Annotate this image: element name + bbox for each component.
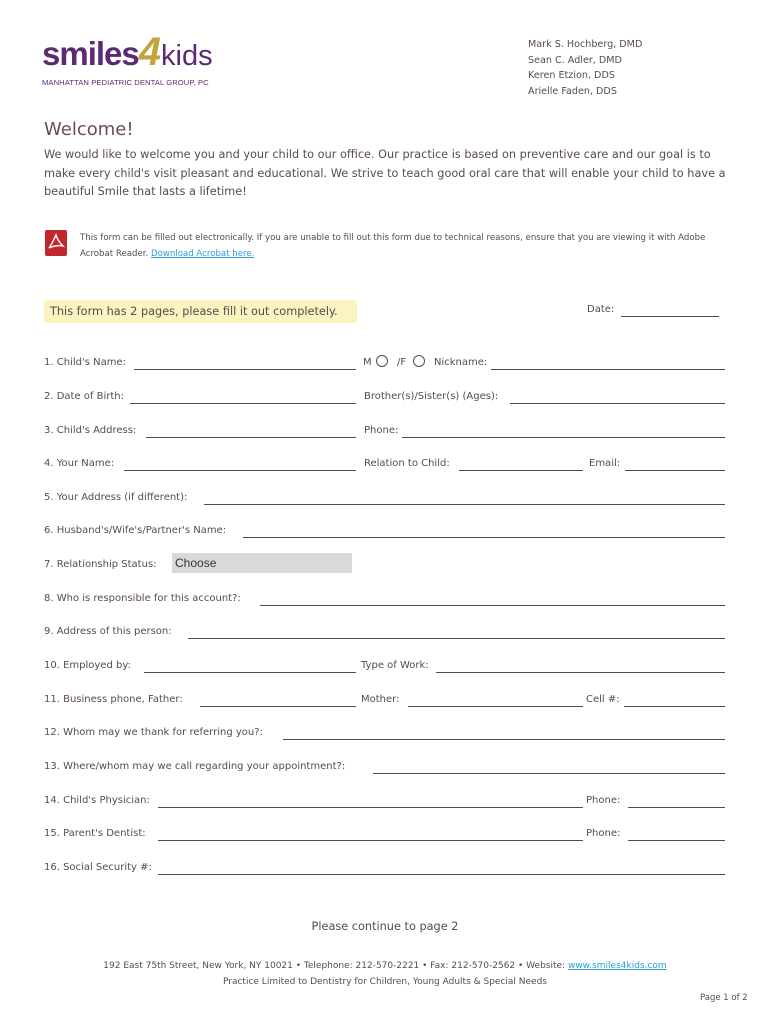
physician-phone-label: Phone: (586, 795, 621, 806)
acrobat-notice (80, 230, 730, 262)
doctor-name: Sean C. Adler, DMD (528, 54, 622, 66)
practice-logo (42, 30, 242, 90)
mother-phone-input[interactable] (408, 696, 583, 707)
cell-label: Cell #: (586, 694, 620, 705)
nickname-label: Nickname: (434, 357, 488, 368)
referral-input[interactable] (283, 729, 725, 740)
logo-kids: kids (161, 40, 213, 72)
continue-note: Please continue to page 2 (311, 920, 459, 933)
male-radio[interactable] (376, 355, 388, 367)
work-type-label: Type of Work: (361, 660, 429, 671)
siblings-input[interactable] (510, 393, 725, 404)
ssn-label: 16. Social Security #: (44, 862, 152, 873)
download-acrobat-link[interactable]: Download Acrobat here. (150, 249, 255, 259)
call-input[interactable] (373, 763, 725, 774)
child-name-label: 1. Child's Name: (44, 357, 126, 368)
male-label: M (363, 357, 372, 368)
doctor-name: Arielle Faden, DDS (528, 85, 617, 97)
adobe-pdf-icon (45, 230, 67, 256)
mother-label: Mother: (361, 694, 400, 705)
address-label: 3. Child's Address: (44, 425, 137, 436)
dob-input[interactable] (130, 393, 356, 404)
doctors-list (528, 37, 642, 99)
your-name-label: 4. Your Name: (44, 458, 115, 469)
logo-word: smiles (42, 35, 139, 72)
siblings-label: Brother(s)/Sister(s) (Ages): (364, 391, 499, 402)
email-label: Email: (589, 458, 621, 469)
responsible-input[interactable] (260, 595, 725, 606)
person-address-input[interactable] (188, 628, 725, 639)
physician-phone-input[interactable] (628, 797, 725, 808)
date-input[interactable] (621, 306, 719, 317)
referral-label: 12. Whom may we thank for referring you?: (44, 727, 263, 738)
business-phone-label: 11. Business phone, Father: (44, 694, 183, 705)
employed-input[interactable] (144, 662, 356, 673)
address-input[interactable] (146, 427, 356, 438)
partner-input[interactable] (243, 527, 725, 538)
logo-subtitle: MANHATTAN PEDIATRIC DENTAL GROUP, PC (42, 78, 209, 87)
nickname-input[interactable] (491, 359, 725, 370)
person-address-label: 9. Address of this person: (44, 626, 172, 637)
physician-input[interactable] (158, 797, 583, 808)
dob-label: 2. Date of Birth: (44, 391, 124, 402)
footer-practice-note: Practice Limited to Dentistry for Children, Young Adults & Special Needs (223, 977, 547, 987)
instruction-banner: This form has 2 pages, please fill it out completely. (44, 300, 357, 323)
call-label: 13. Where/whom may we call regarding your appointment?: (44, 761, 346, 772)
email-input[interactable] (625, 460, 725, 471)
notice-text: This form can be filled out electronically. If you are unable to fill out this form due to technical reasons, ensure that you are viewing it with Adobe Acrobat Reader. (80, 233, 706, 259)
doctor-name: Mark S. Hochberg, DMD (528, 39, 643, 50)
cell-input[interactable] (624, 696, 725, 707)
date-label: Date: (587, 304, 615, 315)
date-field[interactable] (587, 304, 614, 315)
father-phone-input[interactable] (200, 696, 356, 707)
page-number: Page 1 of 2 (700, 993, 748, 1003)
responsible-label: 8. Who is responsible for this account?: (44, 593, 241, 604)
dentist-phone-label: Phone: (586, 828, 621, 839)
phone-input[interactable] (402, 427, 725, 438)
footer-address: 192 East 75th Street, New York, NY 10021 • Telephone: 212-570-2221 • Fax: 212-570-2562 • Website: (103, 961, 568, 971)
relationship-label: 7. Relationship Status: (44, 559, 157, 570)
employed-label: 10. Employed by: (44, 660, 131, 671)
your-address-label: 5. Your Address (if different): (44, 492, 188, 503)
your-address-input[interactable] (204, 494, 725, 505)
partner-label: 6. Husband's/Wife's/Partner's Name: (44, 525, 227, 536)
female-label: /F (397, 357, 407, 368)
dentist-label: 15. Parent's Dentist: (44, 828, 146, 839)
dentist-input[interactable] (158, 830, 583, 841)
dentist-phone-input[interactable] (628, 830, 725, 841)
ssn-input[interactable] (158, 864, 725, 875)
relation-input[interactable] (459, 460, 583, 471)
welcome-text: We would like to welcome you and your child to our office. Our practice is based on preventive care and our goal is to make every child's visit pleasant and educational. We strive to teach good oral care that will enable your child to have a beautiful Smile that lasts a lifetime! (44, 148, 726, 198)
footer-contact (0, 961, 770, 971)
physician-label: 14. Child's Physician: (44, 795, 150, 806)
welcome-title: Welcome! (44, 119, 134, 140)
website-link[interactable]: www.smiles4kids.com (567, 961, 667, 971)
logo-number: 4 (138, 30, 161, 74)
your-name-input[interactable] (124, 460, 356, 471)
relation-label: Relation to Child: (364, 458, 450, 469)
child-name-input[interactable] (134, 359, 356, 370)
female-radio[interactable] (413, 355, 425, 367)
relationship-select[interactable]: Choose (172, 553, 352, 573)
doctor-name: Keren Etzion, DDS (528, 70, 615, 81)
phone-label: Phone: (364, 425, 399, 436)
work-type-input[interactable] (436, 662, 725, 673)
